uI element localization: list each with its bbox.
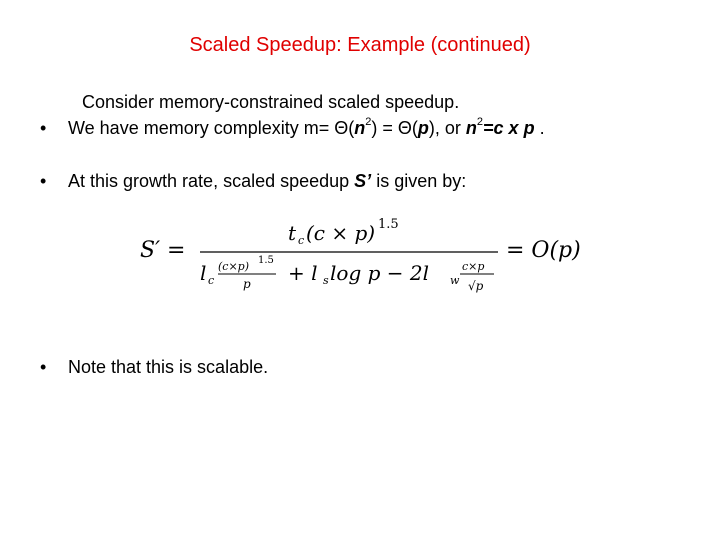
formula-den-l-sub: c (208, 274, 215, 287)
bullet1-rest: =c x p (483, 118, 535, 138)
formula-den-frac2-num: c×p (462, 260, 485, 273)
bullet1-n2: n (465, 118, 477, 138)
bullet-marker: • (40, 357, 47, 377)
formula-numerator-exp: 1.5 (378, 217, 399, 232)
formula-svg (138, 212, 588, 302)
formula-den-log: log p − 2l (330, 261, 429, 285)
bullet1-p: p (417, 118, 429, 138)
bullet1-mid: ) = Θ( (371, 118, 418, 138)
bullet2-suffix: is given by: (371, 171, 467, 191)
bullet1-prefix: We have memory complexity m= Θ( (68, 118, 355, 138)
formula-den-frac-num-exp: 1.5 (258, 255, 274, 266)
formula-den-s-sub: s (323, 274, 329, 287)
bullet3-text: Note that this is scalable. (68, 357, 269, 377)
bullet1-n: n (354, 118, 366, 138)
formula-numerator-body: (c × p) (306, 221, 376, 245)
formula-numerator-t: t (288, 221, 297, 245)
bullet1-close: ), or (428, 118, 466, 138)
formula-den-frac-num: (c×p) (218, 260, 250, 273)
bullet-marker: • (40, 171, 47, 191)
formula-den-l: l (200, 261, 207, 285)
formula-lhs: S′ = (140, 238, 186, 263)
bullet1-exp2: 2 (476, 116, 484, 128)
formula-rhs: = O(p) (506, 238, 581, 263)
formula-den-w-sub: w (450, 274, 460, 287)
intro-text: Consider memory-constrained scaled speedup. (82, 92, 460, 112)
formula-numerator-sub: c (298, 234, 305, 247)
formula-den-frac2-den: √p (468, 279, 484, 293)
scaled-speedup-formula (138, 212, 588, 302)
bullet-memory-complexity (40, 118, 545, 139)
bullet2-prefix: At this growth rate, scaled speedup (68, 171, 355, 191)
formula-den-plus: + l (288, 261, 318, 285)
bullet-growth-rate (40, 171, 466, 192)
bullet-scalable (40, 357, 268, 378)
bullet1-tail: . (534, 118, 545, 138)
formula-den-frac-den: p (243, 277, 251, 291)
bullet-marker: • (40, 118, 47, 138)
slide-title: Scaled Speedup: Example (continued) (189, 34, 531, 56)
bullet1-exp: 2 (365, 116, 372, 128)
bullet2-symbol: S’ (354, 171, 372, 191)
